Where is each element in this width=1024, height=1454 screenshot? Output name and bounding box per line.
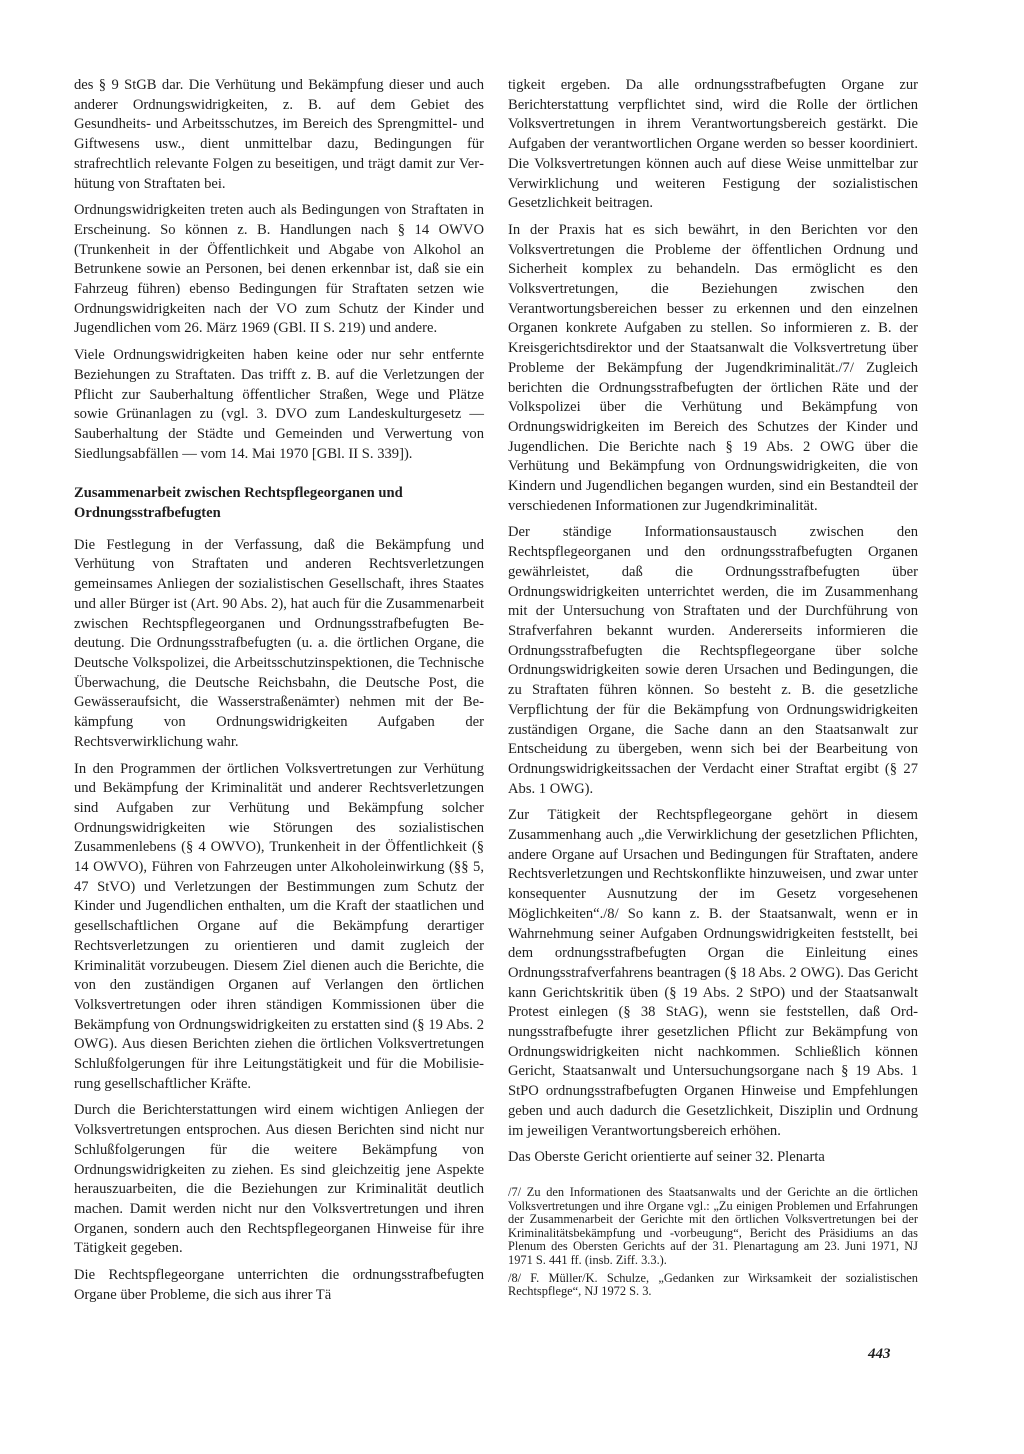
section-heading [74,484,484,523]
footnote: /8/ F. Müller/K. Schulze, „Gedanken zur Wirksamkeit der sozialistischen Rechtspflege“, NJ 1972 S. 3. [508,1270,918,1299]
paragraph: Das Oberste Gericht orientierte auf seiner 32. Plenarta [508,1149,825,1166]
left-column [74,76,484,1312]
paragraph: Zur Tätigkeit der Rechtspflegeorgane gehört in diesem Zusammenhang auch „die Verwirklichung der gesetzlichen Pflichten, andere Organe auf Ursachen und Bedingungen für Straftaten, andere Rechtsverletzungen und Rechtskonflikte hinzuweisen, und zwar unter konsequenter Ausnutzung der im Gesetz vorgesehenen Möglichkeiten“./8/ So kann z. B. der Staatsanwalt, wenn er in Wahrnehmung seiner Aufgaben Ordnungswidrigkeiten feststellt, bei dem ordnungsstrafbefugten Organ die Einleitung eines Ordnungsstrafverfahrens beantragen (§ 18 Abs. 2 OWG). Das Gericht kann Gerichtskritik üben (§ 19 Abs. 2 StPO) und der Staatsanwalt Protest einlegen (§ 38 StAG), wenn sie feststellen, daß Ordnungsstrafbefugte ihrer gesetzlichen Pflicht zur Bekämpfung von Ordnungswidrigkeiten nicht nachkommen. Schließlich können Gericht, Staatsanwalt und Untersuchungsorgane nach § 19 Abs. 1 StPO ordnungsstrafbefugten Organen Hinweise und Empfehlungen geben und auch dadurch die Gesetzlichkeit, Disziplin und Ordnung im jeweiligen Verantwortungsbereich erhöhen. [508,807,918,1139]
paragraph: Durch die Berichterstattungen wird einem wichtigen Anliegen der Volksvertretungen entsprochen. Aus diesen Berichten sind nicht nur Schlußfolgerungen für die weitere Bekämpfung von Ordnungswidrigkeiten zu ziehen. Es sind gleichzeitig jene Aspekte herauszuarbeiten, die die Beziehungen zur Kriminalität deutlich machen. Damit werden nicht nur den Volksvertretungen und ihren Organen, sondern auch den Rechtspflegeorganen Hinweise für ihre Tätigkeit gegeben. [74,1102,484,1257]
page-number: 443 [868,1346,891,1362]
paragraph: Die Rechtspflegeorgane unterrichten die ordnungsstrafbefugten Organe über Probleme, die sich aus ihrer Tä [74,1267,484,1303]
paragraph: Der ständige Informationsaustausch zwischen den Rechtspflegeorganen und den ordnungsstrafbefugten Organen gewährleistet, daß die Ordnungsstrafbefugten über Ordnungswidrigkeiten unterrichtet werden, die im Zusammenhang mit der Untersuchung von Straftaten und der Durchführung von Strafverfahren bekannt wurden. Andererseits informieren die Ordnungsstrafbefugten die Rechtspflegeorgane über solche Ordnungswidrigkeiten sowie deren Ursachen und Bedingungen, die zu Straftaten führen können. So besteht z. B. die gesetzliche Verpflichtung der für die Bekämpfung von Ordnungswidrigkeiten zuständigen Organe, die Sache dann an den Staatsanwalt zur Entscheidung zu übergeben, wenn sich bei der Bearbeitung von Ordnungswidrigkeitssachen der Verdacht einer Straftat ergibt (§ 27 Abs. 1 OWG). [508,524,918,797]
footnotes [508,1186,918,1299]
paragraph: Die Festlegung in der Verfassung, daß die Bekämpfung und Verhütung von Straftaten und anderen Rechtsverletzungen gemeinsames Anliegen der sozialistischen Gesellschaft, ihres Staates und aller Bürger ist (Art. 90 Abs. 2), hat auch für die Zusammenarbeit zwischen Rechtspflegeorganen und Ordnungsstrafbefugten Bedeutung. Die Ordnungsstrafbefugten (u. a. die örtlichen Organe, die Deutsche Volkspolizei, die Arbeitsschutzinspektionen, die Technische Überwachung, die Deutsche Reichsbahn, die Deutsche Post, die Gewässeraufsicht, die Wasserstraßenämter) nehmen mit der Bekämpfung von Ordnungswidrigkeiten Aufgaben der Rechtsverwirklichung wahr. [74,536,484,750]
paragraph: Ordnungswidrigkeiten treten auch als Bedingungen von Straftaten in Erscheinung. So können z. B. Handlungen nach § 14 OWVO (Trunkenheit in der Öffentlichkeit und Abgabe von Alkohol an Betrunkene sowie an Personen, bei denen erkennbar ist, daß sie ein Fahrzeug führen) ebenso Bedingungen für Straftaten setzen wie Ordnungswidrigkeiten nach der VO zum Schutz der Kinder und Jugendlichen vom 26. März 1969 (GBl. II S. 219) und andere. [74,202,484,337]
paragraph: Viele Ordnungswidrigkeiten haben keine oder nur sehr entfernte Beziehungen zu Straftaten. Das trifft z. B. auf die Verletzungen der Pflicht zur Sauberhaltung öffentlicher Straßen, Wege und Plätze sowie Grünanlagen zu (vgl. 3. DVO zum Landeskulturgesetz — Sauberhaltung der Städte und Gemeinden und Verwertung von Siedlungsabfällen — vom 14. Mai 1970 [GBl. II S. 339]). [74,347,484,462]
section-heading-line: Ordnungsstrafbefugten [74,505,221,522]
paragraph: des § 9 StGB dar. Die Verhütung und Bekämpfung dieser und auch anderer Ordnungswidrigkeiten, z. B. auf dem Gebiet des Gesundheits- und Arbeitsschutzes, im Bereich des Sprengmittel- und Giftwesens usw., dient unmittelbar dazu, Bedingungen für strafrechtlich relevante Folgen zu beseitigen, und trägt damit zur Verhütung von Straftaten bei. [74,77,484,192]
paragraph: In der Praxis hat es sich bewährt, in den Berichten vor den Volksvertretungen die Probleme der öffentlichen Ordnung und Sicherheit komplex zu behandeln. Das ermöglicht es den Volksvertretungen, die Beziehungen zwischen den Verantwortungsbereichen besser zu erkennen und den einzelnen Organen konkrete Aufgaben zu stellen. So informieren z. B. der Kreisgerichtsdirektor und der Staatsanwalt die Volksvertretung über Probleme der Bekämpfung der Jugendkriminalität./7/ Zugleich berichten die Ordnungsstrafbefugten der örtlichen Räte und der Volkspolizei über die Verhütung und Bekämpfung von Ordnungswidrigkeiten im Bereich des Schutzes der Kinder und Jugendlichen. Die Berichte nach § 19 Abs. 2 OWG über die Verhütung und Bekämpfung von Ordnungswidrigkeiten, die von Kindern und Jugendlichen begangen wurden, sind ein Bestandteil der verschiedenen Informationen zur Jugendkriminalität. [508,221,918,514]
footnote: /7/ Zu den Informationen des Staatsanwalts und der Gerichte an die örtlichen Volksvertretungen und ihre Organe vgl.: „Zu einigen Problemen und Erfahrungen der Zusammenarbeit der Gerichte mit den örtlichen Volksvertretungen bei der Kriminalitätsbekämpfung und -vorbeugung“, Bericht des Präsidiums an das Plenum des Obersten Gerichts auf der 31. Plenartagung am 23. Juni 1971, NJ 1971 S. 441 ff. (insb. Ziff. 3.3.). [508,1184,918,1267]
paragraph: tigkeit ergeben. Da alle ordnungsstrafbefugten Organe zur Berichterstattung verpflichtet sind, wird die Rolle der örtlichen Volksvertretungen in ihrem Verantwortungsbereich gestärkt. Die Aufgaben der verantwortlichen Organe werden so besser koordiniert. Die Volksvertretungen können auch auf diese Weise unmittelbar zur Verwirklichung und weiteren Festigung der sozialistischen Gesetzlichkeit beitragen. [508,77,918,212]
right-column [508,76,918,1303]
paragraph: In den Programmen der örtlichen Volksvertretungen zur Verhütung und Bekämpfung der Kriminalität und anderer Rechtsverletzungen sind Aufgaben zur Verhütung und Bekämpfung solcher Ordnungswidrigkeiten wie Störungen des sozialistischen Zusammenlebens (§ 4 OWVO), Trunkenheit in der Öffentlichkeit (§ 14 OWVO), Führen von Fahrzeugen unter Alkoholeinwirkung (§§ 5, 47 StVO) und Verletzungen der Bestimmungen zum Schutz der Kinder und Jugendlichen enthalten, um die Kraft der staatlichen und gesellschaftlichen Organe auf die Bekämpfung derartiger Rechtsverletzungen zu orientieren und damit zugleich der Kriminalität vorzubeugen. Diesem Ziel dienen auch die Berichte, die von den zuständigen Organen auf Verlangen den örtlichen Volksvertretungen oder ihren ständigen Kommissionen über die Bekämpfung von Ordnungswidrigkeiten zu erstatten sind (§ 19 Abs. 2 OWG). Aus diesen Berichten ziehen die örtlichen Volksvertretungen Schlußfolgerungen für ihre Leitungstätigkeit und für die Mobilisierung gesellschaftlicher Kräfte. [74,760,484,1092]
section-heading-line: Zusammenarbeit zwischen Rechtspflegeorganen und [74,485,403,502]
